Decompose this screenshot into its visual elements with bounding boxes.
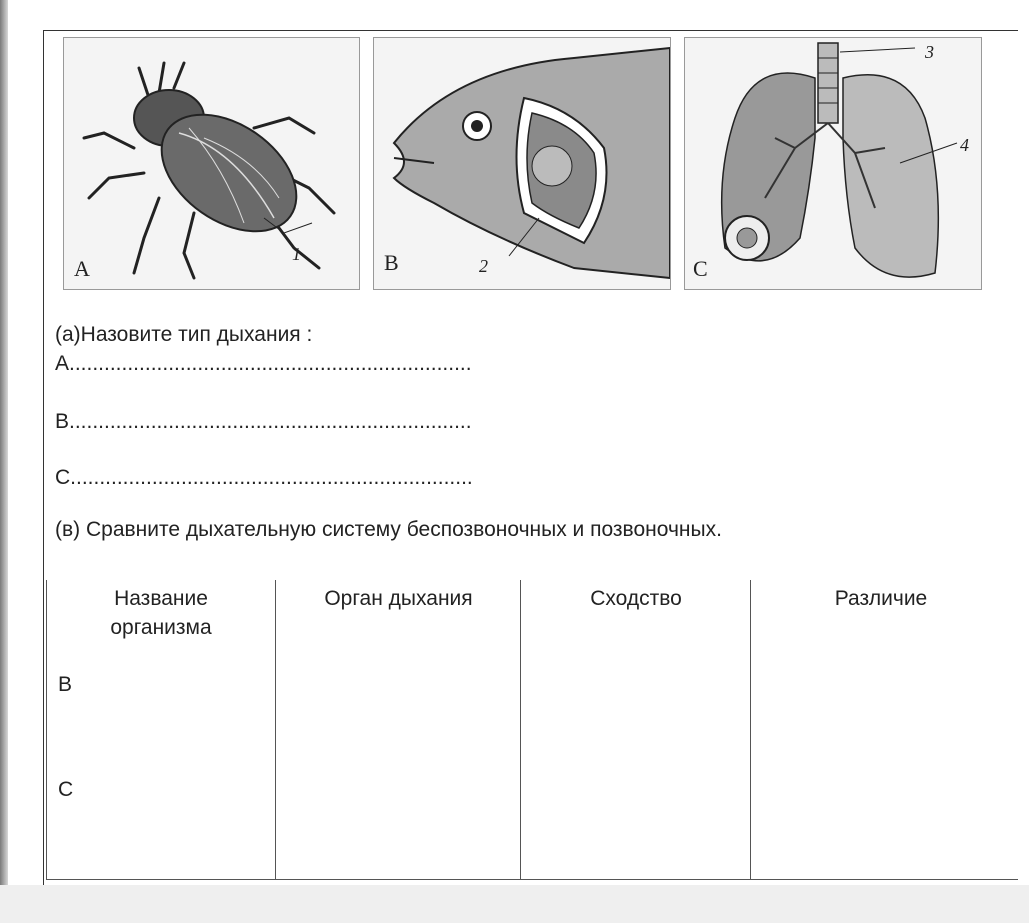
- answer-line-a: А.....................................................................: [55, 352, 472, 375]
- panel-a-letter: A: [74, 256, 90, 281]
- table-header-organ: Орган дыхания: [324, 587, 473, 610]
- table-border-bottom: [46, 879, 1018, 880]
- fish-head-illustration: [374, 38, 670, 289]
- table-divider-3: [750, 580, 751, 880]
- table-divider-2: [520, 580, 521, 880]
- panel-b-fish-head: [373, 37, 671, 290]
- question-b-prompt: (в) Сравните дыхательную систему беспозвоночных и позвоночных.: [55, 518, 722, 541]
- question-a-prompt: (а)Назовите тип дыхания :: [55, 323, 313, 346]
- panel-b-letter: B: [384, 250, 399, 275]
- answer-line-b: В.....................................................................: [55, 410, 472, 433]
- table-header-difference: Различие: [834, 587, 928, 610]
- panel-b-callout-2: 2: [479, 256, 488, 276]
- panel-a-beetle: [63, 37, 360, 290]
- panel-c-callout-4: 4: [960, 135, 969, 155]
- panel-c-lungs: [684, 37, 982, 290]
- bottom-margin: [0, 885, 1029, 923]
- comparison-table: [46, 580, 1018, 880]
- beetle-illustration: [64, 38, 359, 289]
- panel-c-letter: C: [693, 256, 708, 281]
- worksheet-border-top: [43, 30, 1018, 31]
- worksheet-border-left: [43, 30, 44, 885]
- panel-a-callout-1: 1: [292, 244, 301, 264]
- page-edge-shadow: [0, 0, 8, 923]
- table-row-label-c: С: [58, 778, 74, 801]
- table-divider-1: [275, 580, 276, 880]
- table-header-organism: Название организма: [110, 587, 212, 639]
- answer-line-c: С.....................................................................: [55, 466, 473, 489]
- table-border-left: [46, 580, 47, 880]
- lungs-illustration: [685, 38, 981, 289]
- panel-c-callout-3: 3: [925, 42, 934, 62]
- table-row-label-b: В: [58, 673, 73, 696]
- table-header-similarity: Сходство: [590, 587, 682, 610]
